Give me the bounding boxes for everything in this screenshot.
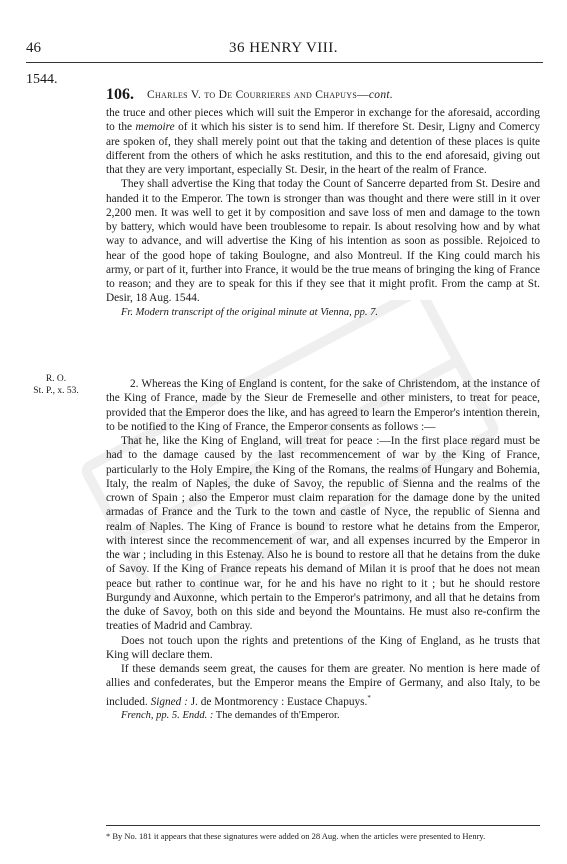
paragraph-2: They shall advertise the King that today the Count of Sancerre departed from St. Desire and handed it to the Emperor. The town is stronger than was thought and there were still in it over 2,200 men. It was well to get it by composition and save loss of men and damage to the town by battery, which would have been troublesome to repair. Is about resolving how and by what way to advance, and will advertise the King of his intention as soon as possible. Rejoiced to hear of the good hope of taking Boulogne, and also Montreul. If the King could march his army, or part of it, further into France, it would be the true means of bringing the king of France to reason; and they are to speak for this if they see that it might profit. From the camp at St. Desir, 18 Aug. 1544. (106, 178, 540, 305)
margin-reference-line2: St. P., x. 53. (33, 386, 79, 396)
entry-heading-main: Charles V. to De Courrieres and Chapuys (147, 89, 358, 101)
entry-heading-cont: cont. (368, 89, 394, 101)
footnote-marker: * (367, 693, 371, 702)
running-head: 36 HENRY VIII. (228, 40, 339, 56)
header-rule (26, 62, 543, 63)
footnote: * By No. 181 it appears that these signatures were added on 28 Aug. when the articles were presented to Henry. (106, 831, 486, 841)
paragraph-1: the truce and other pieces which will suit the Emperor in exchange for the aforesaid, according to the memoire of it which his sister is to send him. If therefore St. Desir, Ligny and Comercy are spoken of, they shall merely point out that the taking and detention of these places is quite different from the others of which he asks restitution, and this to the end aforesaid, giving out that they are very important, especially St. Desir, in the heart of the realm of France. (106, 107, 540, 176)
source-note-2: French, pp. 5. Endd. : The demandes of th'Emperor. (121, 709, 340, 721)
paragraph-4: That he, like the King of England, will treat for peace :—In the first place regard must be had to the damage caused by the last recommencement of war by the King of France, particularly to the Holy Empire, the King of the Romans, the realms of Hungary and Bohemia, Italy, the realm of Naples, the duke of Savoy, the republic of Sienna and the realms of the crown of Spain ; also the Emperor must claim reparation for the damage done by the united armadas of France and the Turk to the town and castle of Nyce, the republic of Sienna and realm of Naples. The King of France is bound to restore what he detains from the Emperor, with interest since the recommencement of war, and all expenses incurred by the Emperor in the war ; including in this Estenay. Also he is bound to restore all that he detains from the duke of Savoy. If the King of France repeats his demand of Milan it is proof that he does not mean peace but rather to continue war, for he and his have no right to it ; but he should restore Burgundy and Auxonne, which pertain to the Emperor's patrimony, and all that he detains from the duke of Savoy, both on this side and beyond the Mountains. He must also re-confirm the treaties of Madrid and Cambray. (106, 435, 540, 633)
body-section-2 (106, 377, 540, 723)
footnote-rule (106, 825, 540, 826)
source-note-1: Fr. Modern transcript of the original minute at Vienna, pp. 7. (121, 306, 379, 318)
margin-reference-line1: R. O. (45, 374, 67, 384)
entry-heading: Charles V. to De Courrieres and Chapuys—cont. (147, 89, 394, 101)
paragraph-6: If these demands seem great, the causes for them are greater. No mention is here made of allies and confederates, but the Emperor means the Empire of Germany, and also Italy, to be included. Signed : J. de Montmorency : Eustace Chapuys.* (106, 663, 540, 708)
body-section-1 (106, 106, 540, 320)
page-number: 46 (26, 40, 41, 56)
paragraph-3: 2. Whereas the King of England is content, for the sake of Christendom, at the instance of the King of France, made by the Sieur de Fremeselle and other ministers, to treat for peace, provided that the Emperor does the like, and has agreed to learn the Emperor's intention therein, to be notified to the King of France, the Emperor consents as follows :— (106, 378, 540, 433)
signed-label: Signed : (150, 695, 188, 708)
margin-year: 1544. (26, 72, 58, 87)
memoire-word: memoire (135, 121, 175, 134)
entry-number: 106. (106, 86, 134, 103)
margin-reference (26, 373, 86, 397)
paragraph-5: Does not touch upon the rights and pretentions of the King of England, as he trusts that King will declare them. (106, 634, 540, 661)
